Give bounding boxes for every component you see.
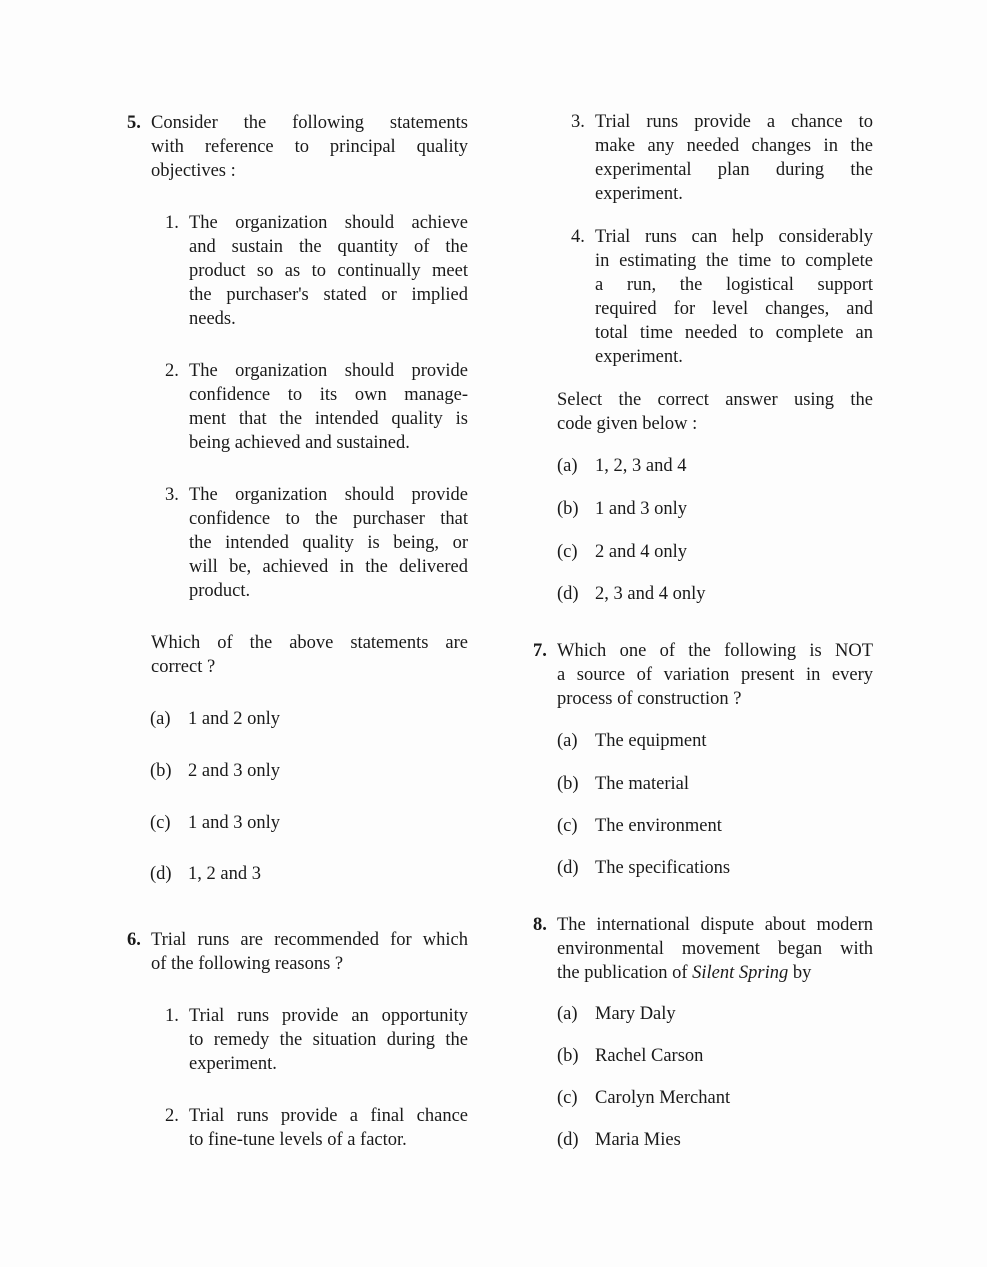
text-line: of the following reasons ?: [151, 954, 344, 974]
question-prompt: [557, 388, 873, 436]
text-line: make any needed changes in the: [595, 136, 873, 156]
question-stem: [557, 913, 873, 985]
q5-option-text: 1 and 2 only: [188, 709, 280, 729]
statement-text: [189, 1104, 468, 1152]
statement-text: [189, 1004, 468, 1076]
q8-option-label: (b): [557, 1046, 579, 1066]
text-line: confidence to the purchaser that: [189, 509, 468, 529]
q7-option-label: (b): [557, 774, 579, 794]
text-line: to remedy the situation during the: [189, 1030, 468, 1050]
q7-option-label: (a): [557, 731, 578, 751]
question-number: 7.: [533, 641, 547, 661]
q8-option-text: Carolyn Merchant: [595, 1088, 731, 1108]
q7-option-text: The material: [595, 774, 689, 794]
q6-option-label: (a): [557, 456, 578, 476]
question-prompt: [151, 631, 468, 679]
q5-option-text: 1, 2 and 3: [188, 864, 261, 884]
q8-option-text: Mary Daly: [595, 1004, 676, 1024]
text-line: Trial runs can help considerably: [595, 227, 873, 247]
text-line: Which one of the following is NOT: [557, 641, 873, 661]
text-line: [557, 961, 873, 985]
q6-option-text: 1, 2, 3 and 4: [595, 456, 687, 476]
text-line: experimental plan during the: [595, 160, 873, 180]
q5-option-label: (c): [150, 813, 171, 833]
question-stem: [151, 111, 468, 183]
statement-text: [595, 110, 873, 206]
q7-option-text: The specifications: [595, 858, 731, 878]
text-line: correct ?: [151, 657, 216, 677]
question-stem: [557, 639, 873, 711]
text-line: Consider the following statements: [151, 113, 468, 133]
text-line: the purchaser's stated or implied: [189, 285, 468, 305]
text-line: product.: [189, 581, 251, 601]
text-line: The organization should achieve: [189, 213, 468, 233]
q6-option-label: (c): [557, 542, 578, 562]
question-stem: [151, 928, 468, 976]
text-line: required for level changes, and: [595, 299, 873, 319]
question-number: 6.: [127, 930, 141, 950]
text-line: The organization should provide: [189, 485, 468, 505]
text-line: objectives :: [151, 161, 236, 181]
text-line: Trial runs are recommended for which: [151, 930, 468, 950]
statement-number: 2.: [165, 1106, 179, 1126]
text-line: a source of variation present in every: [557, 665, 873, 685]
text-line: confidence to its own manage-: [189, 385, 468, 405]
q7-option-label: (c): [557, 816, 578, 836]
question-number: 8.: [533, 915, 547, 935]
statement-number: 1.: [165, 1006, 179, 1026]
text-line: to fine-tune levels of a factor.: [189, 1130, 407, 1150]
statement-text: [189, 211, 468, 331]
statement-number: 1.: [165, 213, 179, 233]
q8-option-label: (c): [557, 1088, 578, 1108]
text-line: with reference to principal quality: [151, 137, 468, 157]
q7-option-label: (d): [557, 858, 579, 878]
q6-option-text: 2, 3 and 4 only: [595, 584, 706, 604]
text-line: total time needed to complete an: [595, 323, 873, 343]
q7-option-text: The environment: [595, 816, 722, 836]
statement-number: 3.: [165, 485, 179, 505]
text-line: in estimating the time to complete: [595, 251, 873, 271]
q6-option-text: 2 and 4 only: [595, 542, 687, 562]
text-line: needs.: [189, 309, 236, 329]
text-line: Trial runs provide an opportunity: [189, 1006, 468, 1026]
q7-option-text: The equipment: [595, 731, 707, 751]
text-line: ment that the intended quality is: [189, 409, 468, 429]
text-line: a run, the logistical support: [595, 275, 873, 295]
statement-number: 4.: [571, 227, 585, 247]
text-line: Which of the above statements are: [151, 633, 468, 653]
q8-option-text: Rachel Carson: [595, 1046, 704, 1066]
statement-text: [189, 483, 468, 603]
q5-option-text: 1 and 3 only: [188, 813, 280, 833]
text-line: experiment.: [595, 347, 683, 367]
text-line: will be, achieved in the delivered: [189, 557, 468, 577]
statement-text: [595, 225, 873, 369]
q5-option-label: (a): [150, 709, 171, 729]
text-line: The organization should provide: [189, 361, 468, 381]
text-line: and sustain the quantity of the: [189, 237, 468, 257]
text-line: process of construction ?: [557, 689, 742, 709]
text-line: Trial runs provide a final chance: [189, 1106, 468, 1126]
statement-text: [189, 359, 468, 455]
q6-option-text: 1 and 3 only: [595, 499, 687, 519]
statement-number: 2.: [165, 361, 179, 381]
stem-text: the publication of: [557, 963, 693, 983]
text-line: experiment.: [189, 1054, 277, 1074]
question-number: 5.: [127, 113, 141, 133]
stem-text: by: [788, 963, 812, 983]
statement-number: 3.: [571, 112, 585, 132]
text-line: the intended quality is being, or: [189, 533, 468, 553]
text-line: Trial runs provide a chance to: [595, 112, 873, 132]
text-line: code given below :: [557, 414, 698, 434]
text-line: experiment.: [595, 184, 683, 204]
q6-option-label: (d): [557, 584, 579, 604]
book-title: Silent Spring: [692, 963, 789, 983]
text-line: product so as to continually meet: [189, 261, 468, 281]
q8-option-label: (d): [557, 1130, 579, 1150]
q5-option-label: (b): [150, 761, 172, 781]
q5-option-text: 2 and 3 only: [188, 761, 280, 781]
text-line: environmental movement began with: [557, 939, 873, 959]
text-line: The international dispute about modern: [557, 915, 873, 935]
q8-option-text: Maria Mies: [595, 1130, 681, 1150]
q8-option-label: (a): [557, 1004, 578, 1024]
q6-option-label: (b): [557, 499, 579, 519]
text-line: being achieved and sustained.: [189, 433, 410, 453]
text-line: Select the correct answer using the: [557, 390, 873, 410]
q5-option-label: (d): [150, 864, 172, 884]
